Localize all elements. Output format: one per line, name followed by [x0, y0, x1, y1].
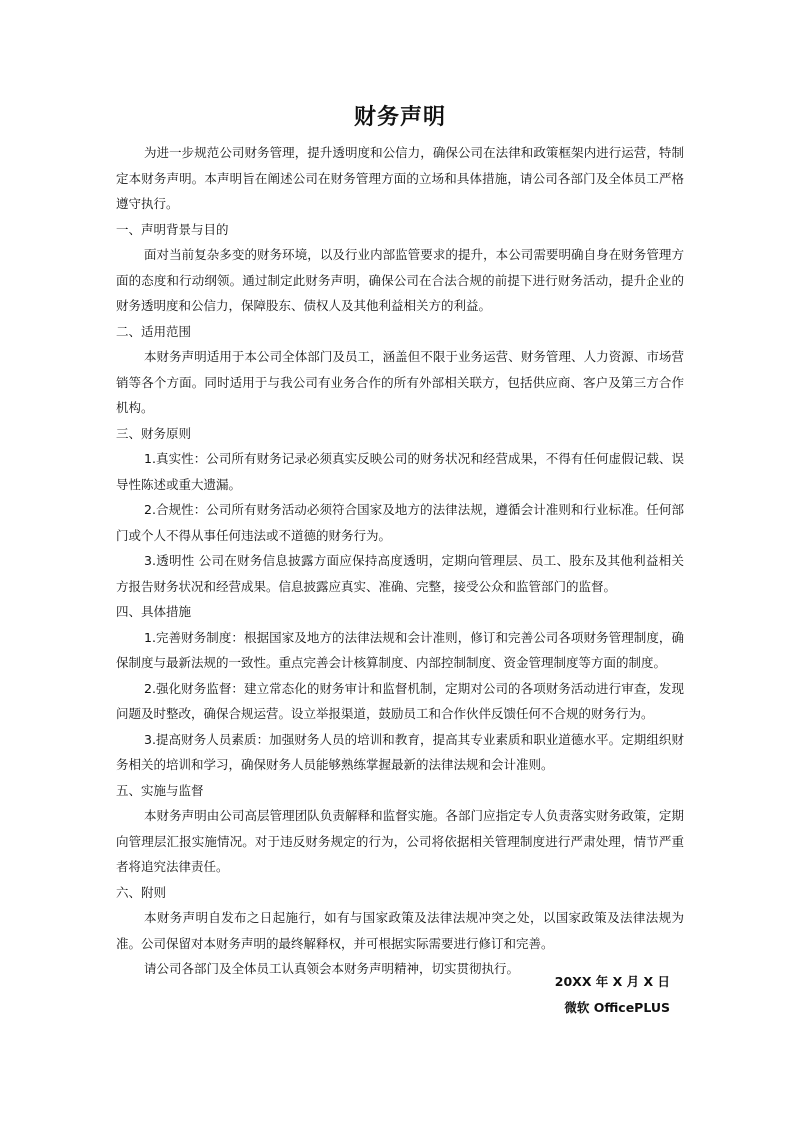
document-body — [116, 140, 684, 982]
section-heading-scope: 二、适用范围 — [116, 323, 192, 339]
document-title: 财务声明 — [353, 105, 446, 130]
section-paragraph: 本财务声明自发布之日起施行，如有与国家政策及法律法规冲突之处，以国家政策及法律法规为准。公司保留对本财务声明的最终解释权，并可根据实际需要进行修订和完善。 — [116, 910, 684, 951]
section-heading-appendix: 六、附则 — [116, 884, 167, 900]
section-paragraph: 请公司各部门及全体员工认真领会本财务声明精神，切实贯彻执行。 — [144, 961, 520, 976]
section-paragraph: 面对当前复杂多变的财务环境，以及行业内部监管要求的提升，本公司需要明确自身在财务管理方面的态度和行动纲领。通过制定此财务声明，确保公司在合法合规的前提下进行财务活动，提升企业的财务透明度和公信力，保障股东、债权人及其他利益相关方的利益。 — [116, 247, 684, 313]
section-paragraph: 3.提高财务人员素质：加强财务人员的培训和教育，提高其专业素质和职业道德水平。定期组织财务相关的培训和学习，确保财务人员能够熟练掌握最新的法律法规和会计准则。 — [116, 731, 684, 772]
section-paragraph: 1.真实性：公司所有财务记录必须真实反映公司的财务状况和经营成果，不得有任何虚假记载、误导性陈述或重大遗漏。 — [116, 451, 684, 492]
section-paragraph: 1.完善财务制度：根据国家及地方的法律法规和会计准则，修订和完善公司各项财务管理制度，确保制度与最新法规的一致性。重点完善会计核算制度、内部控制制度、资金管理制度等方面的制度。 — [116, 629, 684, 670]
signature-date: 20XX 年 X 月 X 日 — [554, 974, 670, 989]
section-heading-principles: 三、财务原则 — [116, 425, 192, 441]
section-paragraph: 3.透明性 公司在财务信息披露方面应保持高度透明，定期向管理层、员工、股东及其他利益相关方报告财务状况和经营成果。信息披露应真实、准确、完整，接受公众和监管部门的监督。 — [116, 553, 684, 594]
section-paragraph: 本财务声明适用于本公司全体部门及员工，涵盖但不限于业务运营、财务管理、人力资源、市场营销等各个方面。同时适用于与我公司有业务合作的所有外部相关联方，包括供应商、客户及第三方合作机构。 — [116, 349, 684, 415]
section-heading-implementation: 五、实施与监督 — [116, 782, 204, 798]
intro-paragraph: 为进一步规范公司财务管理，提升透明度和公信力，确保公司在法律和政策框架内进行运营，特制定本财务声明。本声明旨在阐述公司在财务管理方面的立场和具体措施，请公司各部门及全体员工严格遵守执行。 — [116, 145, 684, 211]
section-paragraph: 本财务声明由公司高层管理团队负责解释和监督实施。各部门应指定专人负责落实财务政策，定期向管理层汇报实施情况。对于违反财务规定的行为，公司将依据相关管理制度进行严肃处理，情节严重者将追究法律责任。 — [116, 808, 684, 874]
section-heading-measures: 四、具体措施 — [116, 604, 192, 619]
signature-organization: 微软 OfficePLUS — [564, 1000, 670, 1015]
section-heading-background: 一、声明背景与目的 — [116, 221, 229, 237]
section-paragraph: 2.强化财务监督：建立常态化的财务审计和监督机制，定期对公司的各项财务活动进行审查，发现问题及时整改，确保合规运营。设立举报渠道，鼓励员工和合作伙伴反馈任何不合规的财务行为。 — [116, 680, 684, 721]
section-paragraph: 2.合规性：公司所有财务活动必须符合国家及地方的法律法规，遵循会计准则和行业标准。任何部门或个人不得从事任何违法或不道德的财务行为。 — [116, 502, 684, 543]
